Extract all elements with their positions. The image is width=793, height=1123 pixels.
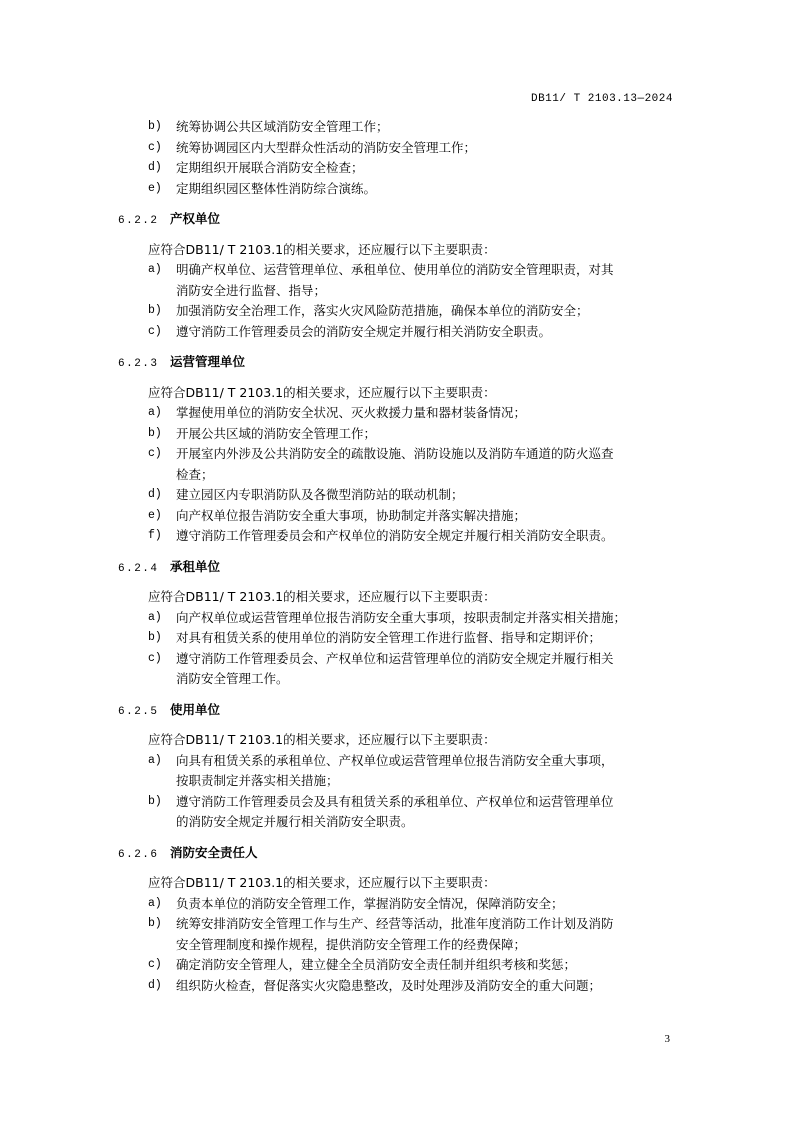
list-item-label: b) [148,120,162,133]
list-item-text: 开展室内外涉及公共消防安全的疏散设施、消防设施以及消防车通道的防火巡查 [176,446,614,461]
list-item-text: 确定消防安全管理人，建立健全全员消防安全责任制并组织考核和奖惩； [176,957,577,972]
list-item-text: 统筹安排消防安全管理工作与生产、经营等活动，批准年度消防工作计划及消防 [176,916,614,931]
list-item-text: 遵守消防工作管理委员会和产权单位的消防安全规定并履行相关消防安全职责。 [176,528,614,543]
section-heading [118,700,683,723]
list-item-label: c) [148,958,162,971]
list-item-line [118,260,683,281]
section-number: 6.2.5 [118,705,159,718]
list-item-text: 负责本单位的消防安全管理工作，掌握消防安全情况，保障消防安全； [176,895,564,911]
section-title: 消防安全责任人 [170,844,258,860]
list-item-text: 向产权单位报告消防安全重大事项，协助制定并落实解决措施； [176,507,527,523]
list-item-label: b) [148,304,162,317]
section-title: 承租单位 [170,558,221,574]
list-item-text: 消防安全进行监督、指导； [176,282,327,298]
list-item-label: b) [148,631,162,644]
list-item-label: a) [148,406,162,419]
list-item-text: 组织防火检查，督促落实火灾隐患整改，及时处理涉及消防安全的重大问题； [176,977,602,993]
list-item-text: 加强消防安全治理工作，落实火灾风险防范措施，确保本单位的消防安全； [176,303,589,318]
list-item-text: 遵守消防工作管理委员会、产权单位和运营管理单位的消防安全规定并履行相关 [176,650,614,666]
list-item-text: 安全管理制度和操作规程，提供消防安全管理工作的经费保障； [176,936,527,952]
list-item-line [118,444,683,465]
section-intro: 应符合DB11/ T 2103.1的相关要求，还应履行以下主要职责： [148,732,496,747]
list-item-line [118,914,683,935]
list-item-label: b) [148,917,162,930]
list-item-line [118,465,683,486]
section-title: 使用单位 [170,701,221,717]
list-item-text: 统筹协调园区内大型群众性活动的消防安全管理工作； [176,139,477,155]
list-item-text: 向具有租赁关系的承租单位、产权单位或运营管理单位报告消防安全重大事项， [176,752,614,768]
list-item-line [118,301,683,322]
section-intro: 应符合DB11/ T 2103.1的相关要求，还应履行以下主要职责： [148,384,496,400]
list-item [118,117,683,138]
section-number: 6.2.4 [118,562,159,575]
list-item-text: 对具有租赁关系的使用单位的消防安全管理工作进行监督、指导和定期评价； [176,630,602,645]
list-item-line [118,955,683,976]
section-intro: 应符合DB11/ T 2103.1的相关要求，还应履行以下主要职责： [148,589,496,604]
list-item-line [118,608,683,629]
list-item-label: a) [148,263,162,276]
list-item-text: 掌握使用单位的消防安全状况、灭火救援力量和器材装备情况； [176,405,527,420]
document-id-header: DB11/ T 2103.13—2024 [530,93,673,105]
list-item [118,158,683,179]
section-number: 6.2.2 [118,215,159,227]
list-item-label: f) [148,529,162,542]
list-item-text: 建立园区内专职消防队及各微型消防站的联动机制； [176,487,464,502]
page-number: 3 [664,1033,670,1045]
list-item-text: 定期组织园区整体性消防综合演练。 [176,180,377,196]
section-intro: 应符合DB11/ T 2103.1的相关要求，还应履行以下主要职责： [148,875,496,890]
list-item-line [118,628,683,649]
list-item-text: 消防安全管理工作。 [176,671,289,686]
section-heading [118,352,683,375]
document-body [118,117,683,996]
list-item-text: 统筹协调公共区域消防安全管理工作； [176,119,389,134]
list-item-line [118,403,683,424]
section-heading [118,843,683,866]
list-item-label: c) [148,140,162,154]
list-item-text: 检查； [176,466,214,482]
list-item-line [118,812,683,833]
section-title: 运营管理单位 [170,354,246,369]
list-item-text: 的消防安全规定并履行相关消防安全职责。 [176,814,414,829]
list-item-line [118,485,683,506]
list-item-label: c) [148,447,162,460]
list-item-label: c) [148,324,162,338]
list-item-line [118,976,683,997]
list-item-line [118,894,683,915]
list-item-line [118,669,683,690]
section-title: 产权单位 [170,211,221,226]
list-item-label: e) [148,181,162,195]
list-item-text: 向产权单位或运营管理单位报告消防安全重大事项，按职责制定并落实相关措施； [176,609,627,625]
list-item-label: d) [148,488,162,501]
list-item [118,138,683,159]
list-item-line [118,424,683,445]
list-item-label: c) [148,651,162,665]
list-item-label: e) [148,508,162,522]
list-item-label: a) [148,610,162,624]
section-heading [118,209,683,232]
list-item-line [118,792,683,813]
list-item-text: 开展公共区域的消防安全管理工作； [176,425,377,441]
list-item-label: d) [148,978,162,992]
list-item [118,179,683,200]
list-item-text: 按职责制定并落实相关措施； [176,773,339,788]
list-item-line [118,322,683,343]
section-intro: 应符合DB11/ T 2103.1的相关要求，还应履行以下主要职责： [148,241,496,257]
list-item-line [118,281,683,302]
list-item-line [118,751,683,772]
list-item-line [118,649,683,670]
section-number: 6.2.3 [118,358,159,370]
list-item-label: b) [148,794,162,808]
section-heading [118,557,683,580]
list-item-label: d) [148,161,162,174]
list-item-label: a) [148,896,162,910]
section-number: 6.2.6 [118,848,159,861]
list-item-line [118,506,683,527]
list-item-line [118,771,683,792]
list-item-text: 明确产权单位、运营管理单位、承租单位、使用单位的消防安全管理职责，对其 [176,262,614,277]
list-item-label: a) [148,753,162,767]
list-item-text: 定期组织开展联合消防安全检查； [176,160,364,175]
list-item-line [118,526,683,547]
list-item-label: b) [148,426,162,440]
list-item-line [118,935,683,956]
list-item-text: 遵守消防工作管理委员会及具有租赁关系的承租单位、产权单位和运营管理单位 [176,793,614,809]
list-item-text: 遵守消防工作管理委员会的消防安全规定并履行相关消防安全职责。 [176,323,552,339]
